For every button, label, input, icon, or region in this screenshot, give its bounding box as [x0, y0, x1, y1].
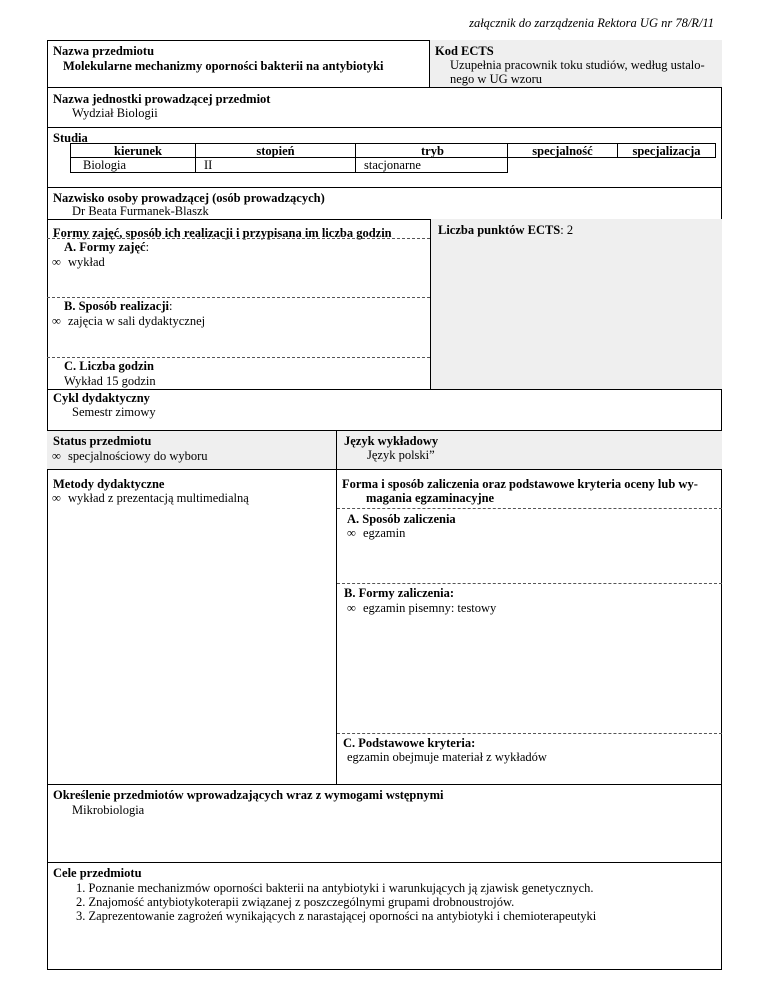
- language-value: Język polski”: [367, 448, 435, 462]
- studies-header-specjalnosc: [507, 143, 618, 158]
- ects-code-line2: nego w UG wzoru: [450, 72, 542, 86]
- goals-label: Cele przedmiotu: [53, 866, 142, 880]
- unit-label: Nazwa jednostki prowadzącej przedmiot: [53, 92, 271, 106]
- assessment-label-line2: magania egzaminacyjne: [366, 491, 495, 505]
- status-value: ∞ specjalnościowy do wyboru: [52, 449, 208, 463]
- divider: [47, 862, 722, 863]
- prerequisites-value: Mikrobiologia: [72, 803, 145, 817]
- assessment-c-value: egzamin obejmuje materiał z wykładów: [347, 750, 547, 764]
- language-label: Język wykładowy: [344, 434, 439, 448]
- methods-value: ∞ wykład z prezentacją multimedialną: [52, 491, 249, 505]
- studies-header-stopien: [195, 143, 356, 158]
- ects-points: [438, 223, 573, 237]
- divider: [337, 583, 722, 584]
- divider: [47, 238, 430, 239]
- forms-a-colon: :: [145, 240, 150, 254]
- studies-value-tryb-text: stacjonarne: [364, 158, 421, 172]
- studies-header-kierunek-text: kierunek: [114, 144, 162, 158]
- forms-label: Formy zajęć, sposób ich realizacji i przypisana im liczba godzin: [53, 226, 392, 240]
- studies-header-specjalnosc-text: specjalność: [532, 144, 593, 158]
- ects-points-section: [430, 219, 722, 390]
- studies-header-tryb-text: tryb: [421, 144, 444, 158]
- divider: [47, 389, 722, 390]
- ects-code-label: Kod ECTS: [435, 44, 494, 58]
- lecturer-label: Nazwisko osoby prowadzącej (osób prowadzących): [53, 191, 325, 205]
- divider: [47, 127, 722, 128]
- divider: [337, 508, 722, 509]
- cycle-label: Cykl dydaktyczny: [53, 391, 150, 405]
- ects-code-section: [430, 40, 722, 88]
- studies-label: Studia: [53, 131, 88, 145]
- studies-value-stopien-text: II: [204, 158, 213, 172]
- goal-item: 3. Zaprezentowanie zagrożeń wynikających z narastającej oporności na antybiotyki i chemioterapeutyki: [76, 909, 597, 923]
- lecturer-value: Dr Beata Furmanek-Blaszk: [72, 204, 209, 218]
- goal-item: 1. Poznanie mechanizmów oporności bakterii na antybiotyki i warunkujących ją zjawisk genetycznych.: [76, 881, 594, 895]
- goal-item: 2. Znajomość antybiotykoterapii związanej z poszczególnymi grupami drobnoustrojów.: [76, 895, 515, 909]
- divider: [337, 733, 722, 734]
- divider: [47, 357, 430, 358]
- status-section: [47, 431, 337, 469]
- ects-points-label: Liczba punktów ECTS: [438, 223, 561, 237]
- subject-value: Molekularne mechanizmy oporności bakterii na antybiotyki: [63, 59, 384, 73]
- assessment-a-label: A. Sposób zaliczenia: [347, 512, 456, 526]
- assessment-b-value: ∞ egzamin pisemny: testowy: [347, 601, 496, 615]
- forms-a-label: A. Formy zajęć: [64, 240, 146, 254]
- studies-header-specjalizacja: [617, 143, 716, 158]
- forms-c-label: C. Liczba godzin: [64, 359, 154, 373]
- divider: [47, 187, 722, 188]
- divider: [47, 87, 722, 88]
- divider: [47, 784, 722, 785]
- ects-points-value: : 2: [560, 223, 574, 237]
- subject-label: Nazwa przedmiotu: [53, 44, 155, 58]
- prerequisites-label: Określenie przedmiotów wprowadzających wraz z wymogami wstępnymi: [53, 788, 444, 802]
- language-section: [337, 431, 722, 469]
- methods-section: [47, 470, 337, 784]
- forms-b-value: ∞ zajęcia w sali dydaktycznej: [52, 314, 205, 328]
- studies-value-kierunek-text: Biologia: [83, 158, 127, 172]
- assessment-a-value: ∞ egzamin: [347, 526, 405, 540]
- studies-header-tryb: [355, 143, 508, 158]
- forms-b-label: B. Sposób realizacji: [64, 299, 169, 313]
- assessment-label-line1: Forma i sposób zaliczenia oraz podstawowe kryteria oceny lub wy-: [342, 477, 698, 491]
- divider: [47, 297, 430, 298]
- studies-header-kierunek: [70, 143, 196, 158]
- unit-value: Wydział Biologii: [72, 106, 158, 120]
- studies-value-stopien: [195, 157, 356, 173]
- status-label: Status przedmiotu: [53, 434, 152, 448]
- ects-code-line1: Uzupełnia pracownik toku studiów, według ustalo-: [450, 58, 705, 72]
- forms-b: [64, 299, 172, 313]
- assessment-b-label: B. Formy zaliczenia:: [344, 586, 455, 600]
- methods-label: Metody dydaktyczne: [53, 477, 165, 491]
- forms-a-value: ∞ wykład: [52, 255, 105, 269]
- cycle-value: Semestr zimowy: [72, 405, 156, 419]
- forms-a: [64, 240, 149, 254]
- studies-header-specjalizacja-text: specjalizacja: [632, 144, 701, 158]
- forms-c-value: Wykład 15 godzin: [64, 374, 156, 388]
- studies-header-stopien-text: stopień: [256, 144, 295, 158]
- studies-value-tryb: [355, 157, 508, 173]
- header-note: załącznik do zarządzenia Rektora UG nr 78/R/11: [469, 16, 714, 30]
- studies-value-kierunek: [70, 157, 196, 173]
- forms-b-colon: :: [168, 299, 173, 313]
- subject-section: [47, 40, 430, 88]
- assessment-c-label: C. Podstawowe kryteria:: [343, 736, 476, 750]
